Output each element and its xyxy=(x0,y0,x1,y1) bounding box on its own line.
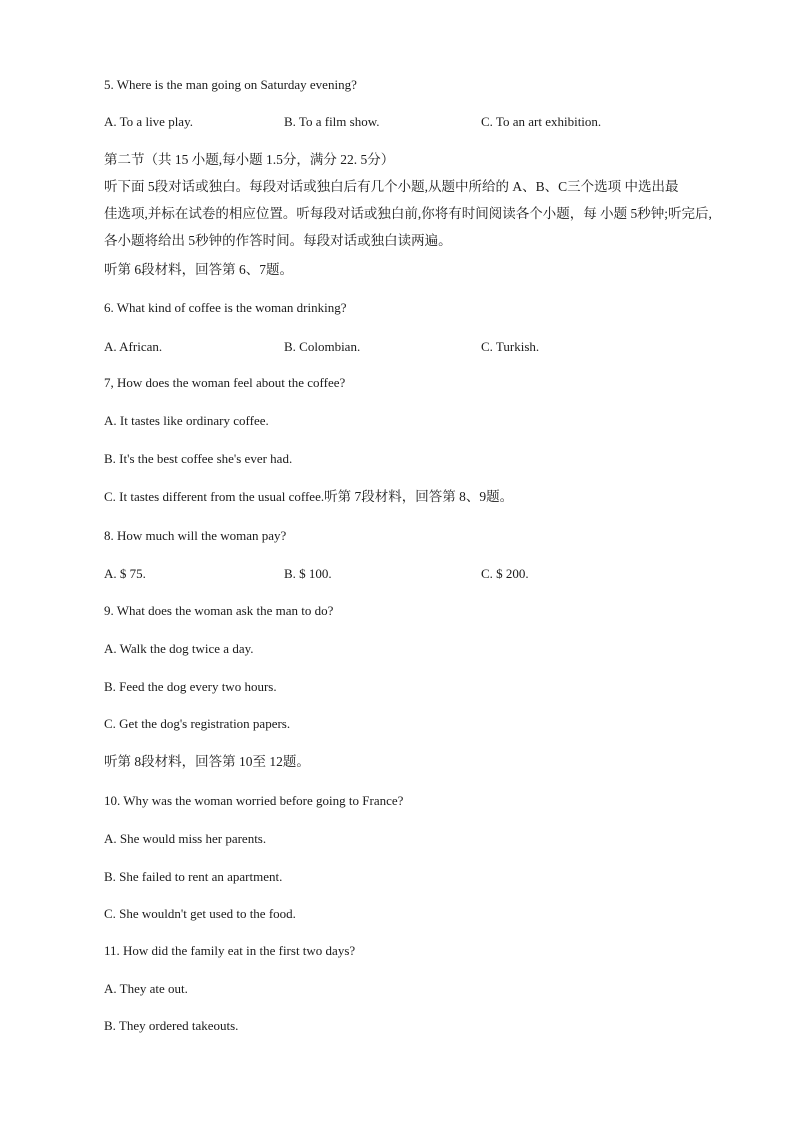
material-8-instruction: 听第 8段材料，回答第 10至 12题。 xyxy=(104,754,310,769)
option-a: A. African. xyxy=(104,339,163,354)
option-a: A. To a live play. xyxy=(104,114,193,129)
instruction-line-3: 各小题将给出 5秒钟的作答时间。每段对话或独白读两遍。 xyxy=(104,233,452,248)
option-c: C. To an art exhibition. xyxy=(481,114,602,129)
material-6-instruction: 听第 6段材料，回答第 6、7题。 xyxy=(104,262,293,277)
question-10-option-a: A. She would miss her parents. xyxy=(104,831,267,846)
section-2-heading: 第二节（共 15 小题,每小题 1.5分，满分 22. 5分） xyxy=(104,152,395,167)
option-b: B. $ 100. xyxy=(284,566,332,581)
question-11: 11. How did the family eat in the first two days? xyxy=(104,943,356,958)
option-b: B. Colombian. xyxy=(284,339,361,354)
question-11-option-a: A. They ate out. xyxy=(104,981,188,996)
question-6: 6. What kind of coffee is the woman drinking? xyxy=(104,300,347,315)
question-11-option-b: B. They ordered takeouts. xyxy=(104,1018,239,1033)
question-7-option-c: C. It tastes different from the usual coffee. xyxy=(104,489,325,504)
instruction-line-1: 听下面 5段对话或独白。每段对话或独白后有几个小题,从题中所给的 A、B、C三个选项 中选出最 xyxy=(104,179,679,194)
question-9-option-c: C. Get the dog's registration papers. xyxy=(104,716,291,731)
question-10-option-b: B. She failed to rent an apartment. xyxy=(104,869,283,884)
question-7-option-c-row xyxy=(104,489,513,505)
question-9-option-b: B. Feed the dog every two hours. xyxy=(104,679,277,694)
question-7-option-b: B. It's the best coffee she's ever had. xyxy=(104,451,293,466)
option-a: A. $ 75. xyxy=(104,566,146,581)
question-10-option-c: C. She wouldn't get used to the food. xyxy=(104,906,296,921)
question-5: 5. Where is the man going on Saturday evening? xyxy=(104,77,357,92)
question-7-option-a: A. It tastes like ordinary coffee. xyxy=(104,413,269,428)
question-9: 9. What does the woman ask the man to do? xyxy=(104,603,334,618)
question-7: 7, How does the woman feel about the coffee? xyxy=(104,375,346,390)
question-9-option-a: A. Walk the dog twice a day. xyxy=(104,641,254,656)
question-8: 8. How much will the woman pay? xyxy=(104,528,287,543)
option-b: B. To a film show. xyxy=(284,114,380,129)
question-5-options xyxy=(104,114,724,130)
option-c: C. $ 200. xyxy=(481,566,529,581)
material-7-instruction: 听第 7段材料，回答第 8、9题。 xyxy=(324,489,514,504)
question-10: 10. Why was the woman worried before going to France? xyxy=(104,793,404,808)
option-c: C. Turkish. xyxy=(481,339,540,354)
question-8-options xyxy=(104,566,724,582)
question-6-options xyxy=(104,339,724,355)
instruction-line-2: 佳选项,并标在试卷的相应位置。听每段对话或独白前,你将有时间阅读各个小题，每 小题 5秒钟;听完后, xyxy=(104,206,712,221)
